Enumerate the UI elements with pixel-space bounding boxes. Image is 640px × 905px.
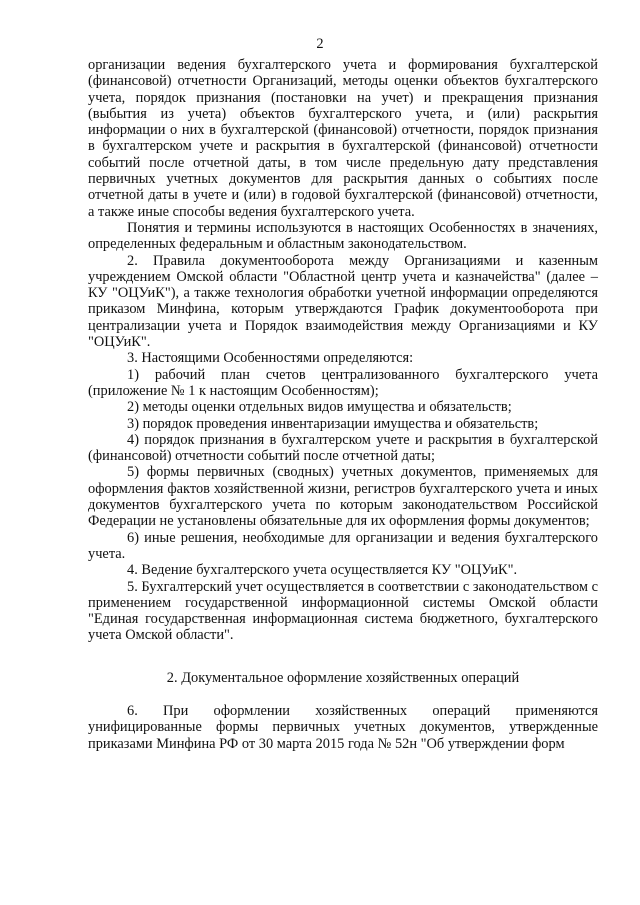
list-item-5: 5) формы первичных (сводных) учетных документов, применяемых для оформления фактов хозяйственной жизни, регистров бухгалтерского учета и иных документов бухгалтерского учета по которым законодательством Российской Федерации не установлены обязательные для их оформления формы документов;	[88, 464, 598, 530]
list-item-6: 6) иные решения, необходимые для организации и ведения бухгалтерского учета.	[88, 529, 598, 562]
paragraph-continuation: организации ведения бухгалтерского учета и формирования бухгалтерской (финансовой) отчетности Организаций, методы оценки объектов бухгалтерского учета, порядок признания (постановки на учет) и прекращения признания (выбытия из учета) объектов бухгалтерского учета, и (или) раскрытия информации о них в бухгалтерской (финансовой) отчетности, порядок признания в бухгалтерском учете и раскрытия в бухгалтерской (финансовой) отчетности событий после отчетной даты, в том числе предельную дату представления первичных учетных документов для раскрытия данных о событиях после отчетной даты в учете и (или) в годовой бухгалтерской (финансовой) отчетности, а также иные способы ведения бухгалтерского учета.	[88, 57, 598, 220]
document-body	[88, 57, 598, 752]
list-item-4: 4) порядок признания в бухгалтерском учете и раскрытия в бухгалтерской (финансовой) отчетности событий после отчетной даты;	[88, 431, 598, 465]
page-number: 2	[316, 36, 324, 52]
paragraph-item-3: 3. Настоящими Особенностями определяются:	[127, 350, 414, 367]
list-item-2: 2) методы оценки отдельных видов имущества и обязательств;	[127, 399, 512, 416]
paragraph-item-4: 4. Ведение бухгалтерского учета осуществляется КУ "ОЦУиК".	[127, 562, 518, 579]
list-item-3: 3) порядок проведения инвентаризации имущества и обязательств;	[127, 415, 539, 432]
paragraph-item-6: 6. При оформлении хозяйственных операций применяются унифицированные формы первичных учетных документов, утвержденные приказами Минфина РФ от 30 марта 2015 года № 52н "Об утверждении форм	[88, 702, 598, 752]
paragraph-terms: Понятия и термины используются в настоящих Особенностях в значениях, определенных федеральным и областным законодательством.	[88, 219, 598, 253]
paragraph-item-5: 5. Бухгалтерский учет осуществляется в соответствии с законодательством с применением государственной информационной системы Омской области "Единая государственная информационная система бюджетного, бухгалтерского учета Омской области".	[88, 578, 598, 644]
list-item-1: 1) рабочий план счетов централизованного бухгалтерского учета (приложение № 1 к настоящим Особенностям);	[88, 366, 598, 399]
section-heading: 2. Документальное оформление хозяйственных операций	[166, 669, 520, 686]
paragraph-item-2: 2. Правила документооборота между Организациями и казенным учреждением Омской области "Областной центр учета и казначейства" (далее – КУ "ОЦУиК"), а также технология обработки учетной информации определяются приказом Минфина, которым утверждаются График документооборота при централизации учета и Порядок взаимодействия между Организациями и КУ "ОЦУиК".	[88, 252, 598, 351]
